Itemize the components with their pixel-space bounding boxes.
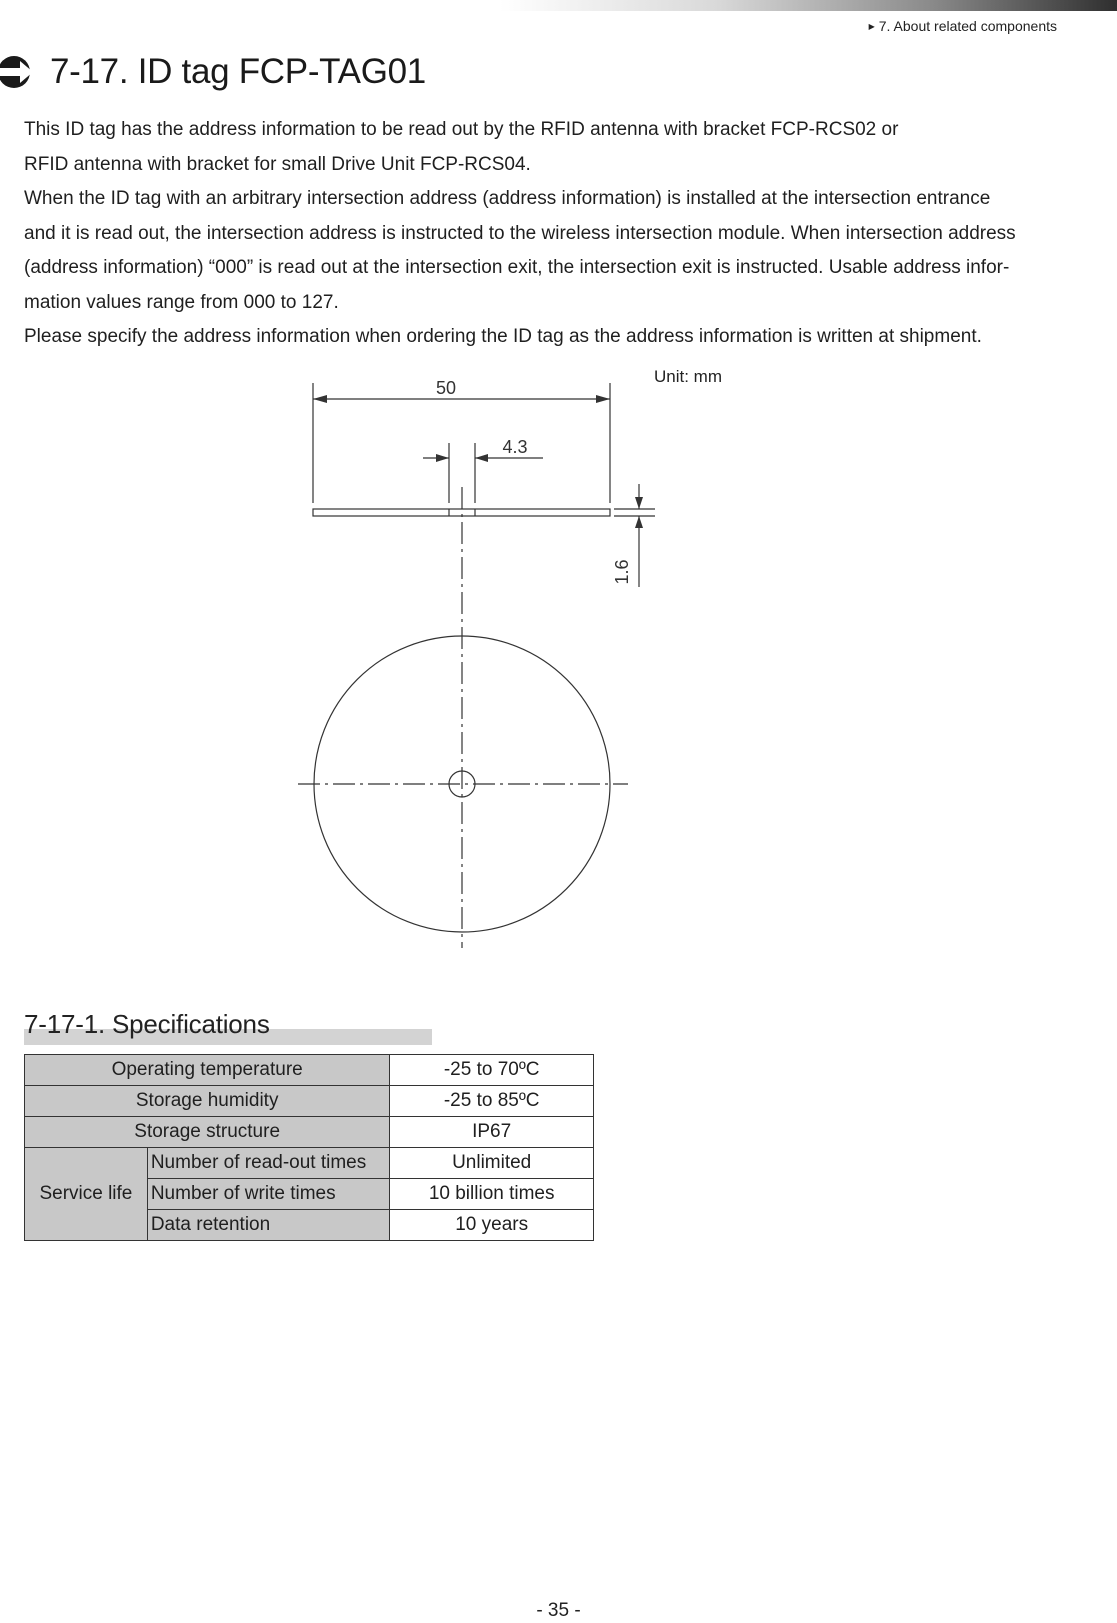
spec-value: 10 years <box>390 1210 594 1241</box>
spec-value: 10 billion times <box>390 1179 594 1210</box>
description-line: (address information) “000” is read out at the intersection exit, the intersection exit is instructed. Usable address infor- <box>24 257 1010 278</box>
description <box>24 113 1054 355</box>
spec-label: Operating temperature <box>25 1055 390 1086</box>
description-line: RFID antenna with bracket for small Drive Unit FCP-RCS04. <box>24 153 531 175</box>
spec-value: IP67 <box>390 1117 594 1148</box>
specifications-heading: 7-17-1. Specifications <box>24 1009 432 1047</box>
description-line: When the ID tag with an arbitrary intersection address (address information) is installed at the intersection entrance <box>24 188 991 209</box>
breadcrumb-label: 7. About related components <box>878 18 1057 34</box>
table-row <box>25 1148 594 1179</box>
service-life-label: Service life <box>25 1148 148 1241</box>
dimension-thickness <box>612 484 655 587</box>
spec-sub-label: Data retention <box>147 1210 390 1241</box>
spec-value: -25 to 70ºC <box>390 1055 594 1086</box>
unit-label: Unit: mm <box>654 367 722 386</box>
arrow-circle-right-icon <box>0 52 40 92</box>
triangle-right-icon: ▶ <box>868 21 875 31</box>
dimension-hole <box>423 437 543 503</box>
header-gradient-bar <box>500 0 1117 11</box>
spec-label: Storage humidity <box>25 1086 390 1117</box>
description-line: Please specify the address information when ordering the ID tag as the address information is written at shipment. <box>24 326 982 347</box>
spec-value: -25 to 85ºC <box>390 1086 594 1117</box>
page-title <box>0 52 426 92</box>
description-line: This ID tag has the address information to be read out by the RFID antenna with bracket FCP-RCS02 or <box>24 119 899 140</box>
spec-label: Storage structure <box>25 1117 390 1148</box>
table-row <box>25 1086 594 1117</box>
specifications-table <box>24 1054 594 1241</box>
dimension-diameter <box>313 378 610 503</box>
spec-sub-label: Number of write times <box>147 1179 390 1210</box>
section-title: ID tag FCP-TAG01 <box>137 52 426 91</box>
description-line: and it is read out, the intersection address is instructed to the wireless intersection module. When intersection address <box>24 222 1016 244</box>
breadcrumb[interactable] <box>869 18 1057 34</box>
section-number: 7-17. <box>50 52 129 91</box>
dimension-thickness-label: 1.6 <box>612 559 632 585</box>
dimension-hole-label: 4.3 <box>502 437 528 457</box>
dimension-diameter-label: 50 <box>435 378 457 398</box>
description-line: mation values range from 000 to 127. <box>24 291 339 313</box>
page-number: - 35 - <box>536 1600 581 1621</box>
spec-value: Unlimited <box>390 1148 594 1179</box>
id-tag-drawing <box>0 350 700 950</box>
spec-sub-label: Number of read-out times <box>147 1148 390 1179</box>
table-row <box>25 1117 594 1148</box>
table-row <box>25 1055 594 1086</box>
